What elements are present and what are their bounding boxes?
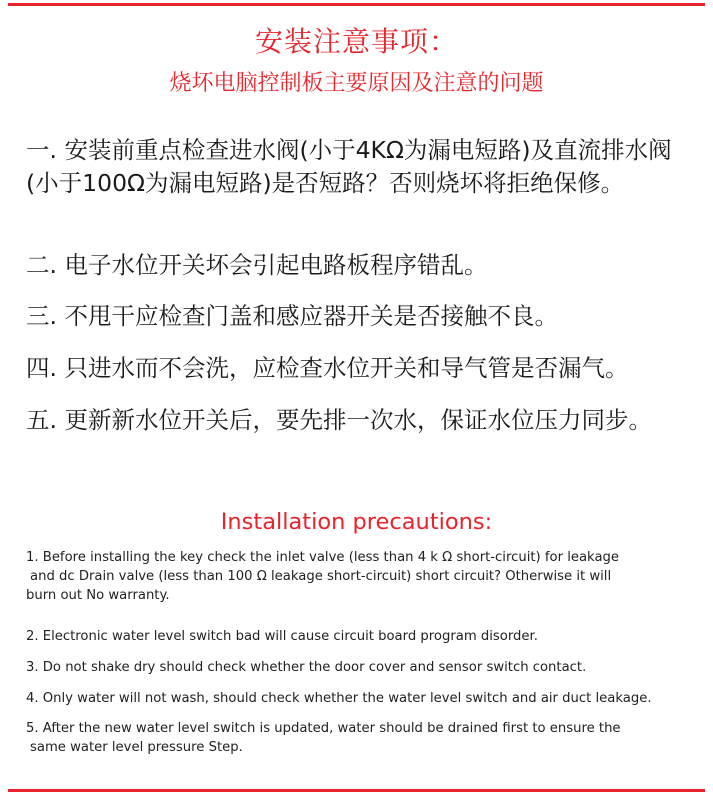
en-item-2-line-1: 2. Electronic water level switch bad will cause circuit board program disorder. [26, 629, 538, 644]
en-item-1-line-3: burn out No warranty. [26, 588, 170, 603]
page-subtitle: 烧坏电脑控制板主要原因及注意的问题 [169, 71, 544, 96]
en-item-4-line-1: 4. Only water will not wash, should check whether the water level switch and air duct leakage. [26, 691, 652, 706]
en-item-5-line-1: 5. After the new water level switch is updated, water should be drained first to ensure the [26, 721, 621, 736]
en-item-4 [26, 689, 706, 708]
bottom-divider [8, 789, 705, 792]
cn-item-3: 三. 不甩干应检查门盖和感应器开关是否接触不良。 [26, 302, 558, 330]
cn-item-1: 一. 安装前重点检查进水阀(小于4KΩ为漏电短路)及直流排水阀 (小于100Ω为漏电短路)是否短路？否则烧坏将拒绝保修。 [26, 136, 672, 197]
cn-item-4: 四. 只进水而不会洗，应检查水位开关和导气管是否漏气。 [26, 354, 629, 382]
en-item-1-line-1: 1. Before installing the key check the inlet valve (less than 4 k Ω short-circuit) for leakage [26, 550, 620, 565]
en-item-5 [26, 719, 706, 757]
cn-item-2: 二. 电子水位开关坏会引起电路板程序错乱。 [26, 251, 488, 279]
cn-item-5: 五. 更新新水位开关后，要先排一次水，保证水位压力同步。 [26, 406, 652, 434]
english-section-title: Installation precautions: [220, 509, 493, 535]
en-item-1 [26, 548, 706, 605]
page-title: 安装注意事项： [254, 25, 458, 58]
en-item-2 [26, 627, 706, 646]
top-divider [8, 3, 705, 6]
en-item-5-line-2: same water level pressure Step. [30, 740, 243, 755]
en-item-1-line-2: and dc Drain valve (less than 100 Ω leakage short-circuit) short circuit? Otherwise it will [30, 569, 612, 584]
en-item-3 [26, 658, 706, 677]
en-item-3-line-1: 3. Do not shake dry should check whether the door cover and sensor switch contact. [26, 660, 587, 675]
